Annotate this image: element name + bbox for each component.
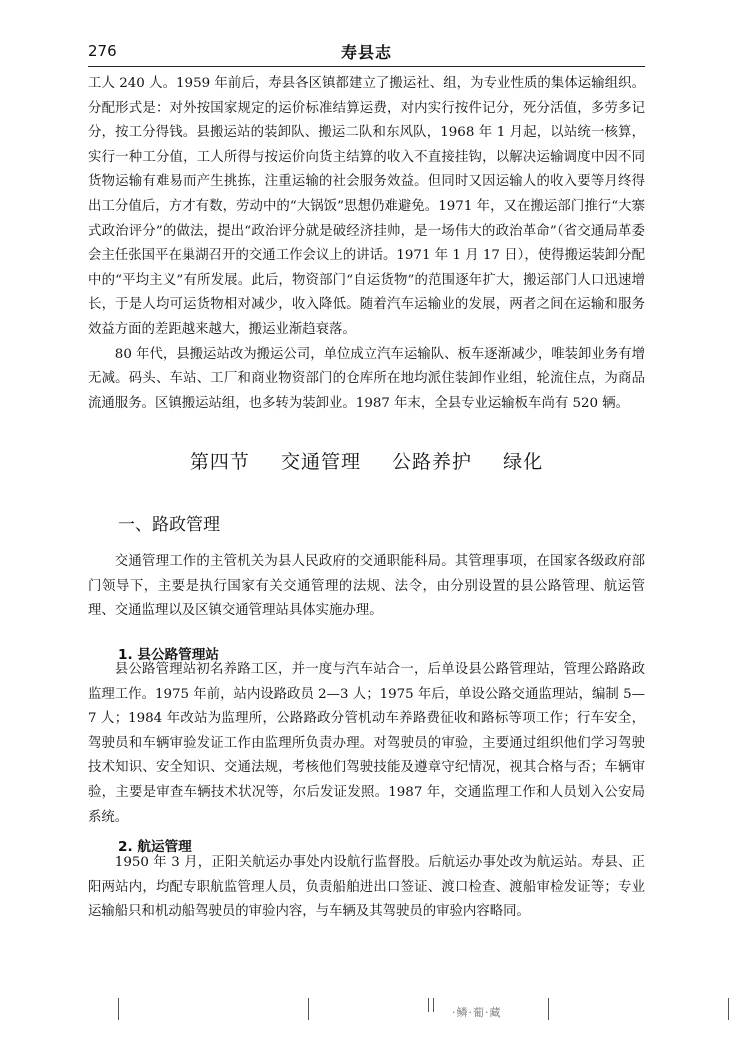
item-text-block-2 [88, 851, 645, 925]
item-text-block-1 [88, 658, 645, 830]
body-text-top [88, 72, 645, 416]
page-number: 276 [88, 42, 117, 60]
footer-smudge: ·鳞·葡·藏 [452, 1006, 502, 1019]
section-topic-1: 交通管理 [280, 451, 361, 473]
scan-mark [548, 998, 549, 1020]
running-title: 寿县志 [340, 43, 392, 62]
scan-mark [433, 998, 434, 1012]
scan-artifacts [0, 990, 747, 1030]
scan-mark [428, 998, 429, 1012]
section-topic-3: 绿化 [503, 451, 544, 473]
scan-mark [118, 998, 119, 1020]
page-header [88, 40, 645, 67]
intro-paragraph-block [88, 550, 645, 624]
subsection-heading: 一、路政管理 [118, 515, 220, 535]
scan-mark [728, 998, 729, 1020]
section-title [88, 447, 645, 474]
paragraph: 1950 年 3 月，正阳关航运办事处内设航行监督股。后航运办事处改为航运站。寿县、正阳两站内，均配专职航监管理人员，负责船舶进出口签证、渡口检查、渡船审检发证等；专业运输船只和机动船驾驶员的审验内容，与车辆及其驾驶员的审验内容略同。 [88, 855, 645, 920]
paragraph: 县公路管理站初名养路工区，并一度与汽车站合一，后单设县公路管理站，管理公路路政监理工作。1975 年前，站内设路政员 2—3 人；1975 年后，单设公路交通监理站，编制 5—7 人；1984 年改站为监理所，公路路政分管机动车养路费征收和路标等项工作；行车安全，驾驶员和车辆审验发证工作由监理所负责办理。对驾驶员的审验，主要通过组织他们学习驾驶技术知识、安全知识、交通法规，考核他们驾驶技能及遵章守纪情况，视其合格与否；车辆审验，主要是审查车辆技术状况等，尔后发证发照。1987 年，交通监理工作和人员划入公安局系统。 [88, 662, 645, 825]
item-heading-1: 1. 县公路管理站 [118, 647, 219, 663]
section-topic-2: 公路养护 [392, 451, 473, 473]
scan-mark [308, 998, 309, 1020]
paragraph: 交通管理工作的主管机关为县人民政府的交通职能科局。其管理事项，在国家各级政府部门领导下，主要是执行国家有关交通管理的法规、法令，由分别设置的县公路管理、航运管理、交通监理以及区镇交通管理站具体实施办理。 [88, 554, 645, 619]
paragraph: 工人 240 人。1959 年前后，寿县各区镇都建立了搬运社、组，为专业性质的集体运输组织。分配形式是：对外按国家规定的运价标准结算运费，对内实行按件记分，死分活值，多劳多记分，按工分得钱。县搬运站的装卸队、搬运二队和东风队，1968 年 1 月起，以站统一核算，实行一种工分值，工人所得与按运价向货主结算的收入不直接挂钩，以解决运输调度中因不同货物运输有难易而产生挑拣，注重运输的社会服务效益。但同时又因运输人的收入要等月终得出工分值后，方才有数，劳动中的“大锅饭”思想仍难避免。1971 年，又在搬运部门推行“大寨式政治评分”的做法，提出“政治评分就是破经济挂帅，是一场伟大的政治革命”（省交通局革委会主任张国平在巢湖召开的交通工作会议上的讲话。1971 年 1 月 17 日），使得搬运装卸分配中的“平均主义”有所发展。此后，物资部门“自运货物”的范围逐年扩大，搬运部门人口迅速增长，于是人均可运货物相对减少，收入降低。随着汽车运输业的发展，两者之间在运输和服务效益方面的差距越来越大，搬运业渐趋衰落。 [88, 76, 645, 337]
item-heading-2: 2. 航运管理 [118, 839, 192, 855]
section-number: 第四节 [189, 451, 250, 473]
paragraph: 80 年代，县搬运站改为搬运公司，单位成立汽车运输队、板车逐渐减少，唯装卸业务有增无减。码头、车站、工厂和商业物资部门的仓库所在地均派住装卸作业组，轮流住点，为商品流通服务。区镇搬运站组，也多转为装卸业。1987 年末，全县专业运输板车尚有 520 辆。 [88, 346, 645, 411]
